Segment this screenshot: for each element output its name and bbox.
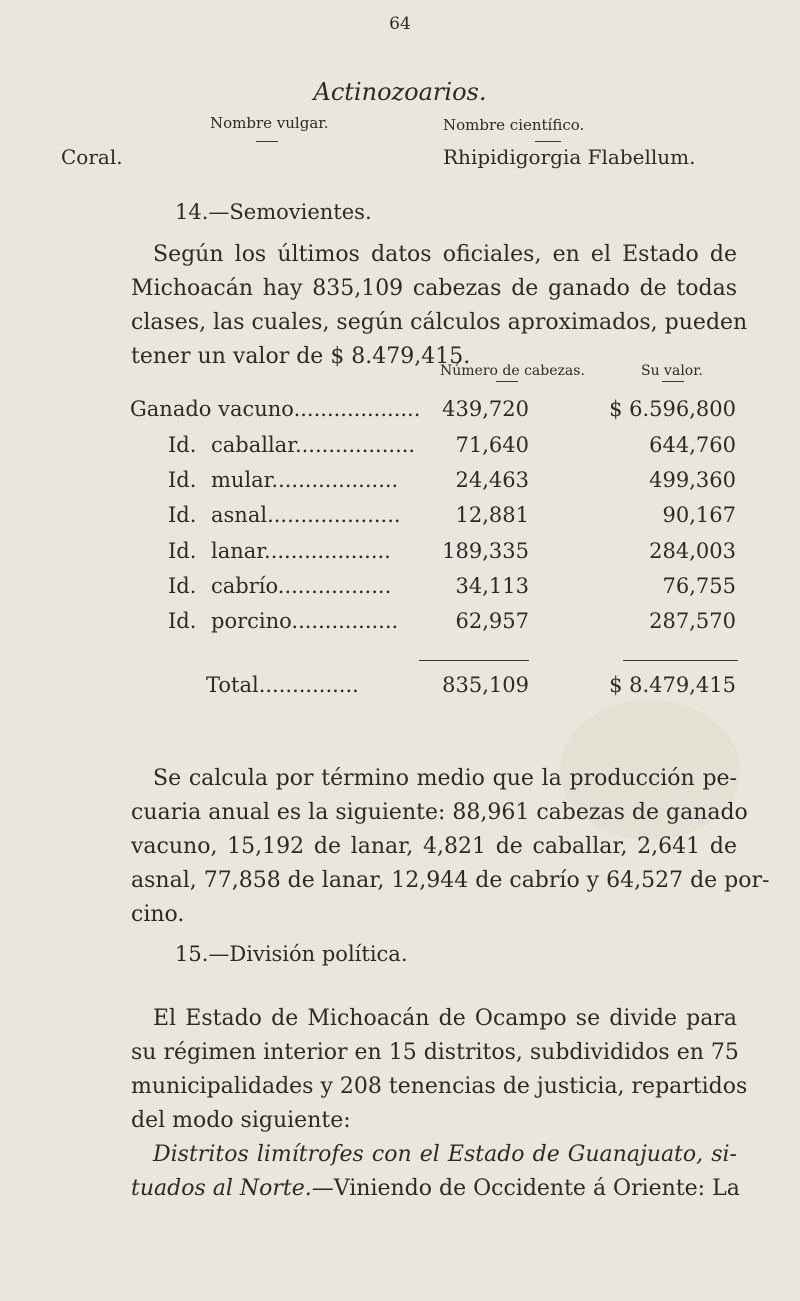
table-row	[0, 609, 800, 645]
paragraph-line: clases, las cuales, según cálculos aproximados, pueden	[131, 310, 748, 335]
table-row	[0, 539, 800, 575]
heading-semovientes: 14.—Semovientes.	[175, 200, 372, 224]
paragraph-line: su régimen interior en 15 distritos, subdivididos en 75	[131, 1040, 739, 1065]
header-numero-cabezas: Número de cabezas.	[440, 363, 585, 379]
paragraph-line: tuados al Norte.—Viniendo de Occidente á Oriente: La	[131, 1176, 740, 1201]
row-label: Id. asnal....................	[168, 503, 401, 527]
row-label: Id. caballar..................	[168, 433, 416, 457]
paragraph-line: cino.	[131, 902, 185, 927]
header-underline	[496, 381, 518, 382]
paragraph-line: Se calcula por término medio que la producción pe-	[153, 766, 737, 791]
row-value: 90,167	[662, 503, 736, 527]
total-value: $ 8.479,415	[609, 673, 736, 697]
table-row	[0, 397, 800, 433]
row-count: 439,720	[442, 397, 529, 421]
row-value: 287,570	[649, 609, 736, 633]
row-value: 284,003	[649, 539, 736, 563]
table-row	[0, 503, 800, 539]
table-row	[0, 574, 800, 610]
section-title-actinozoarios: Actinozoarios.	[313, 78, 487, 106]
header-underline	[662, 381, 684, 382]
paragraph-line: asnal, 77,858 de lanar, 12,944 de cabrío y 64,527 de por-	[131, 868, 770, 893]
header-su-valor: Su valor.	[641, 363, 703, 379]
row-label: Id. lanar...................	[168, 539, 391, 563]
table-row	[0, 468, 800, 504]
sum-rule-value	[623, 660, 738, 661]
row-value: $ 6.596,800	[609, 397, 736, 421]
row-value: 76,755	[662, 574, 736, 598]
paragraph-semovientes	[131, 238, 748, 374]
heading-division-politica: 15.—División política.	[175, 942, 408, 966]
paragraph-line: Michoacán hay 835,109 cabezas de ganado de todas	[131, 276, 737, 301]
row-label: Id. porcino................	[168, 609, 399, 633]
row-count: 62,957	[455, 609, 529, 633]
row-count: 71,640	[455, 433, 529, 457]
paragraph-line: cuaria anual es la siguiente: 88,961 cabezas de ganado	[131, 800, 748, 825]
paragraph-line: El Estado de Michoacán de Ocampo se divide para	[153, 1006, 737, 1031]
row-label: Id. cabrío.................	[168, 574, 392, 598]
paragraph-line-italic: Distritos limítrofes con el Estado de Guanajuato, si-	[153, 1142, 737, 1167]
header-underline	[535, 141, 561, 142]
total-count: 835,109	[442, 673, 529, 697]
row-label: Id. mular...................	[168, 468, 399, 492]
header-nombre-cientifico: Nombre científico.	[443, 116, 585, 134]
species-scientific-name: Rhipidigorgia Flabellum.	[443, 145, 696, 169]
row-value: 499,360	[649, 468, 736, 492]
paragraph-produccion	[131, 762, 770, 932]
paragraph-line: tener un valor de $ 8.479,415.	[131, 344, 471, 369]
row-count: 12,881	[455, 503, 529, 527]
paragraph-line: vacuno, 15,192 de lanar, 4,821 de caballar, 2,641 de	[131, 834, 737, 859]
total-label: Total...............	[206, 673, 359, 697]
row-label: Ganado vacuno...................	[130, 397, 421, 421]
paragraph-division	[131, 1002, 748, 1206]
sum-rule-count	[419, 660, 529, 661]
page-number: 64	[389, 14, 411, 34]
row-value: 644,760	[649, 433, 736, 457]
table-row	[0, 433, 800, 469]
paragraph-line: municipalidades y 208 tenencias de justicia, repartidos	[131, 1074, 748, 1099]
header-underline	[256, 141, 278, 142]
species-vulgar-name: Coral.	[61, 145, 123, 169]
row-count: 34,113	[455, 574, 529, 598]
row-count: 24,463	[455, 468, 529, 492]
paragraph-line: del modo siguiente:	[131, 1108, 351, 1133]
table-total-row	[0, 673, 800, 709]
row-count: 189,335	[442, 539, 529, 563]
header-nombre-vulgar: Nombre vulgar.	[210, 114, 329, 132]
paragraph-line: Según los últimos datos oficiales, en el Estado de	[153, 242, 737, 267]
